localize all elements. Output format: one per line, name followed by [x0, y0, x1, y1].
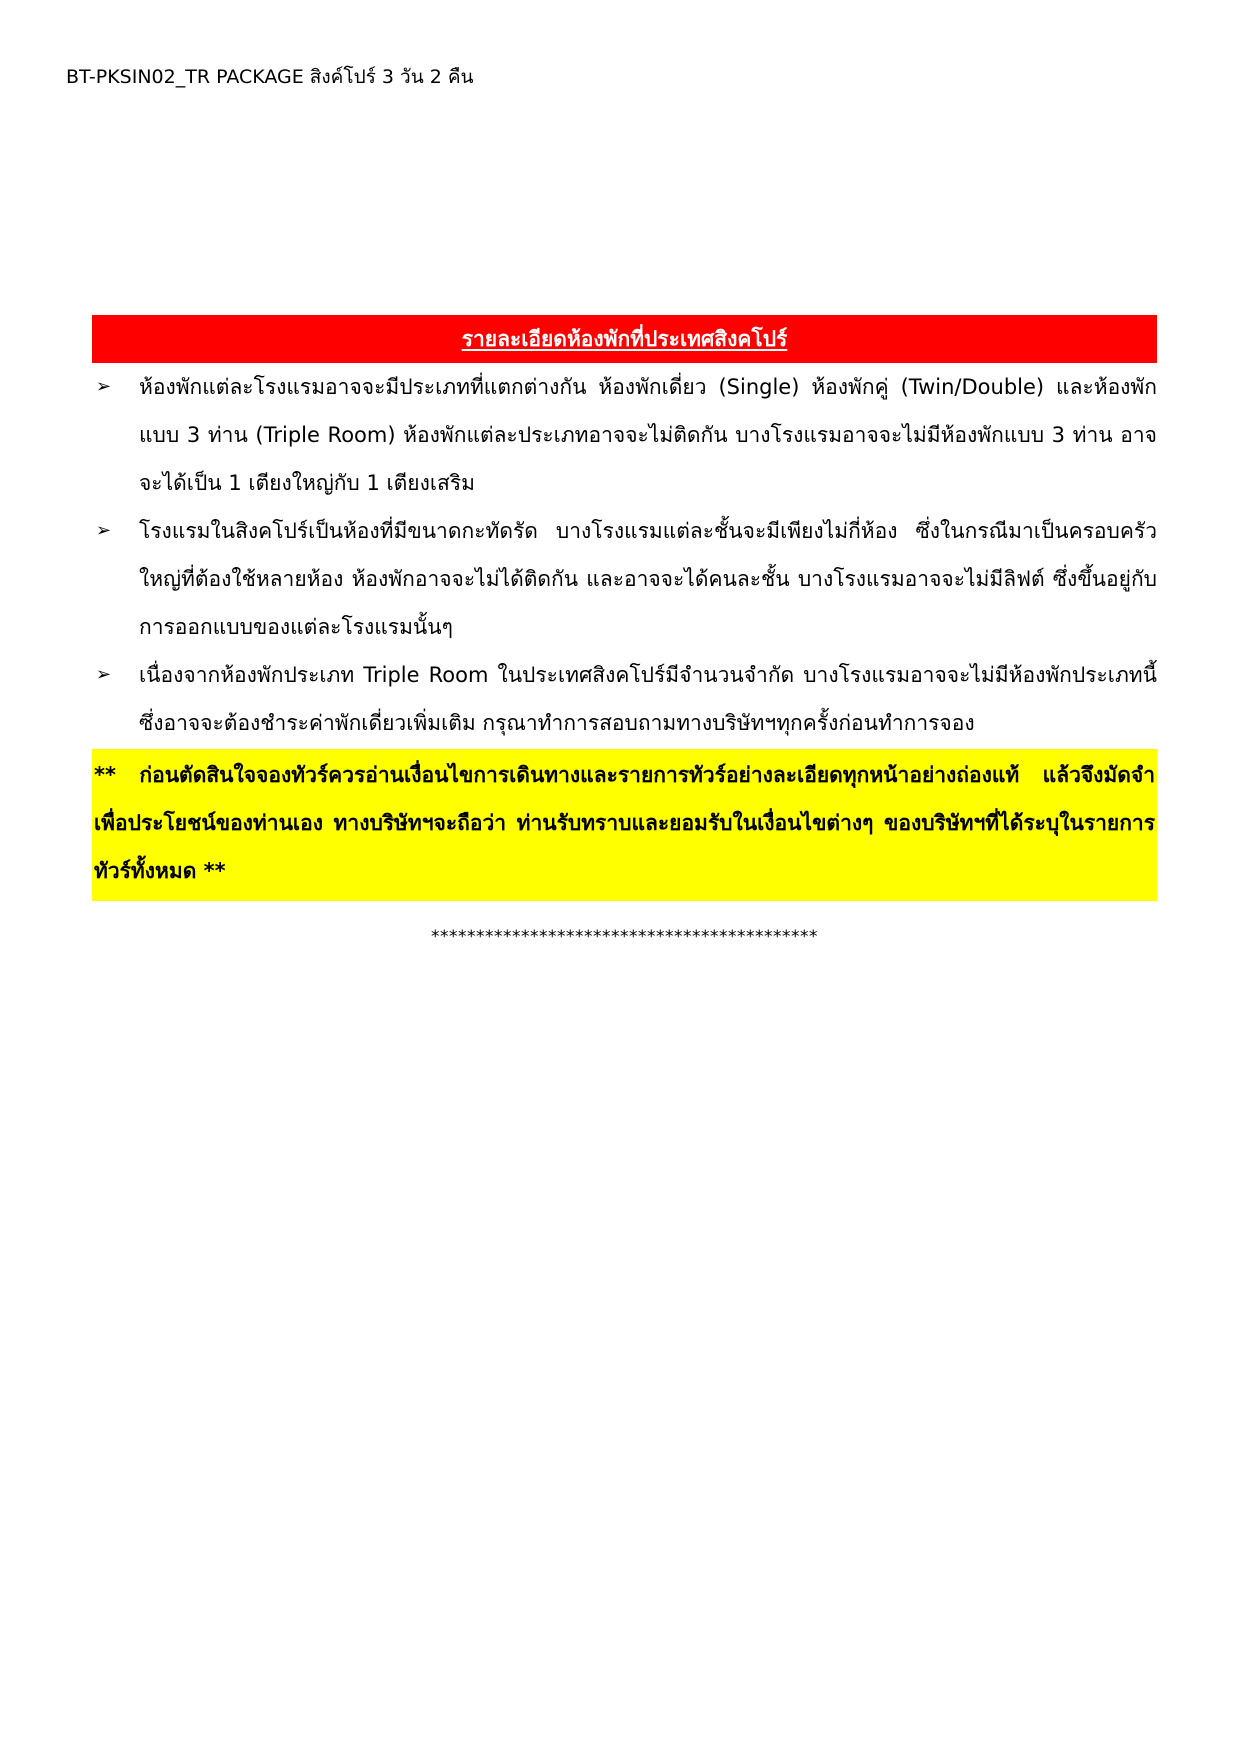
- list-item-text: เนื่องจากห้องพักประเภท Triple Room ในประเทศสิงคโปร์มีจำนวนจำกัด บางโรงแรมอาจจะไม่มีห้องพักประเภทนี้ ซึ่งอาจจะต้องชำระค่าพักเดี่ยวเพิ่มเติม กรุณาทำการสอบถามทางบริษัทฯทุกครั้งก่อนทำการจอง: [139, 663, 1157, 735]
- section-title: รายละเอียดห้องพักที่ประเทศสิงคโปร์: [461, 327, 788, 351]
- arrow-bullet-icon: ➢: [96, 520, 112, 541]
- list-item: [92, 507, 1157, 651]
- document-code-header: BT-PKSIN02_TR PACKAGE สิงค์โปร์ 3 วัน 2 คืน: [66, 66, 474, 88]
- asterisk-separator: *******************************************: [431, 927, 818, 947]
- list-item-text: ห้องพักแต่ละโรงแรมอาจจะมีประเภทที่แตกต่างกัน ห้องพักเดี่ยว (Single) ห้องพักคู่ (Twin/Double) และห้องพักแบบ 3 ท่าน (Triple Room) ห้องพักแต่ละประเภทอาจจะไม่ติดกัน บางโรงแรมอาจจะไม่มีห้องพักแบบ 3 ท่าน อาจจะได้เป็น 1 เตียงใหญ่กับ 1 เตียงเสริม: [139, 375, 1157, 495]
- list-item: [92, 363, 1157, 507]
- section-title-bar: [92, 315, 1157, 363]
- room-details-list: [92, 363, 1157, 747]
- arrow-bullet-icon: ➢: [96, 376, 112, 397]
- list-item-text: โรงแรมในสิงคโปร์เป็นห้องที่มีขนาดกะทัดรัด บางโรงแรมแต่ละชั้นจะมีเพียงไม่กี่ห้อง ซึ่งในกรณีมาเป็นครอบครัวใหญ่ที่ต้องใช้หลายห้อง ห้องพักอาจจะไม่ได้ติดกัน และอาจจะได้คนละชั้น บางโรงแรมอาจจะไม่มีลิฟต์ ซึ่งขึ้นอยู่กับการออกแบบของแต่ละโรงแรมนั้นๆ: [139, 519, 1157, 639]
- arrow-bullet-icon: ➢: [96, 664, 112, 685]
- document-body: [92, 315, 1157, 947]
- list-item: [92, 651, 1157, 747]
- booking-notice: ** ก่อนตัดสินใจจองทัวร์ควรอ่านเงื่อนไขการเดินทางและรายการทัวร์อย่างละเอียดทุกหน้าอย่างถ่องแท้ แล้วจึงมัดจำเพื่อประโยชน์ของท่านเอง ทางบริษัทฯจะถือว่า ท่านรับทราบและยอมรับในเงื่อนไขต่างๆ ของบริษัทฯที่ได้ระบุในรายการทัวร์ทั้งหมด **: [92, 749, 1157, 901]
